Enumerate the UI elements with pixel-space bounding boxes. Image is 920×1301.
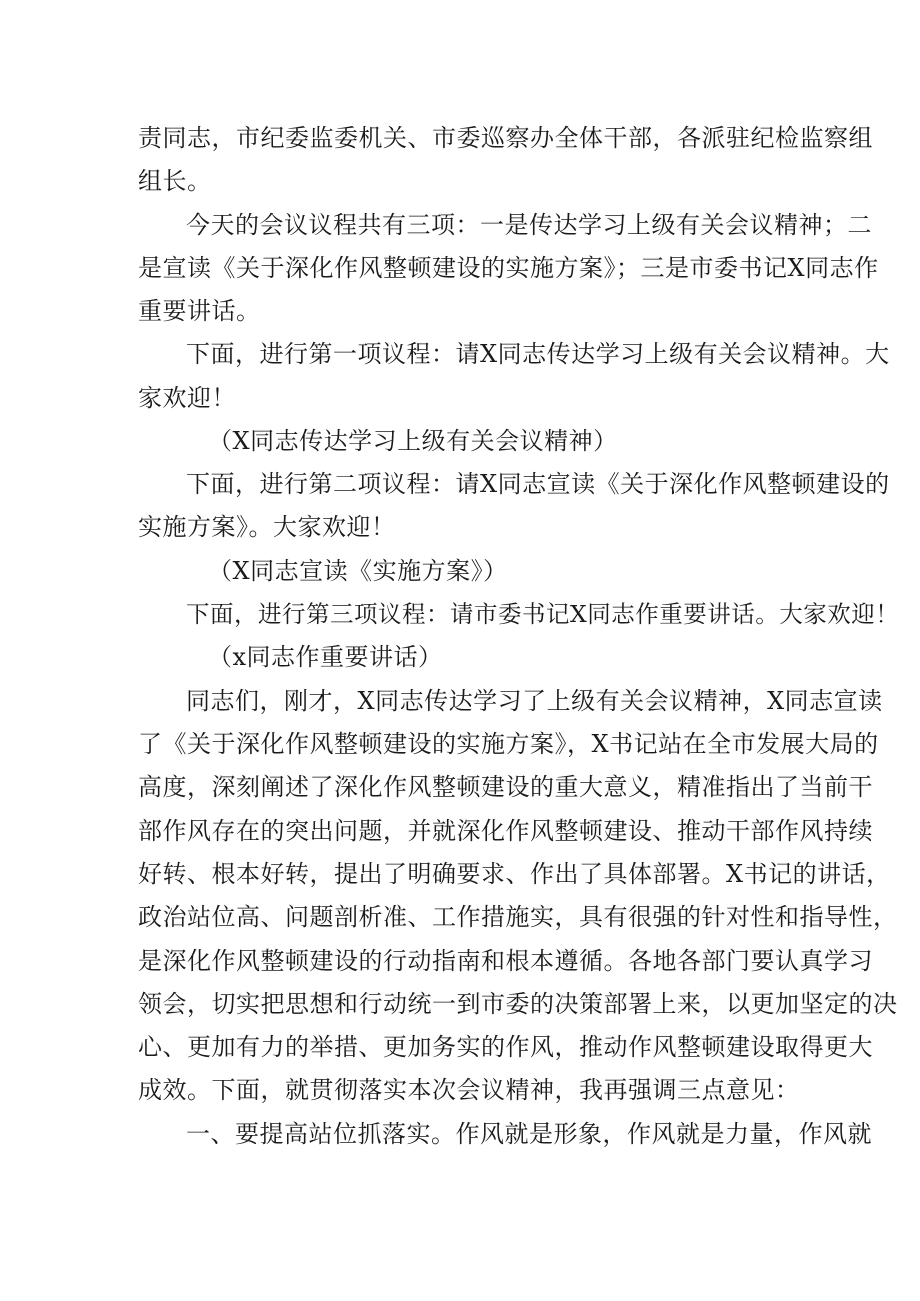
paragraph-agenda-item-2: 下面，进行第二项议程：请X同志宣读《关于深化作风整顿建设的 bbox=[186, 470, 890, 498]
stage-direction: （x同志作重要讲话） bbox=[208, 643, 443, 671]
text-line: 组长。 bbox=[138, 167, 212, 195]
text-line: 责同志，市纪委监委机关、市委巡察办全体干部，各派驻纪检监察组 bbox=[138, 124, 873, 152]
text-line: 是深化作风整顿建设的行动指南和根本遵循。各地各部门要认真学习 bbox=[138, 947, 873, 975]
text-line: 高度，深刻阐述了深化作风整顿建设的重大意义，精准指出了当前干 bbox=[138, 773, 873, 801]
text-line: 领会，切实把思想和行动统一到市委的决策部署上来，以更加坚定的决 bbox=[138, 990, 898, 1018]
text-line: 重要讲话。 bbox=[138, 297, 261, 325]
text-line: 好转、根本好转，提出了明确要求、作出了具体部署。X书记的讲话， bbox=[138, 860, 891, 888]
text-line: 是宣读《关于深化作风整顿建设的实施方案》；三是市委书记X同志作 bbox=[138, 254, 879, 282]
stage-direction: （X同志传达学习上级有关会议精神） bbox=[208, 427, 618, 455]
stage-direction: （X同志宣读《实施方案》） bbox=[208, 557, 508, 585]
paragraph-agenda-intro: 今天的会议议程共有三项：一是传达学习上级有关会议精神；二 bbox=[186, 211, 872, 239]
text-line: 心、更加有力的举措、更加务实的作风，推动作风整顿建设取得更大 bbox=[138, 1033, 873, 1061]
text-line: 政治站位高、问题剖析准、工作措施实，具有很强的针对性和指导性， bbox=[138, 903, 898, 931]
paragraph-agenda-item-1: 下面，进行第一项议程：请X同志传达学习上级有关会议精神。大 bbox=[186, 340, 890, 368]
text-line: 部作风存在的突出问题，并就深化作风整顿建设、推动干部作风持续 bbox=[138, 817, 873, 845]
text-line: 成效。下面，就贯彻落实本次会议精神，我再强调三点意见： bbox=[138, 1076, 800, 1104]
text-line: 实施方案》。大家欢迎！ bbox=[138, 513, 396, 541]
text-line: 了《关于深化作风整顿建设的实施方案》，X书记站在全市发展大局的 bbox=[138, 730, 879, 758]
paragraph-agenda-item-3: 下面，进行第三项议程：请市委书记X同志作重要讲话。大家欢迎！ bbox=[186, 600, 900, 628]
section-heading-1: 一、要提高站位抓落实。作风就是形象，作风就是力量，作风就 bbox=[186, 1120, 872, 1148]
paragraph-summary: 同志们，刚才，X同志传达学习了上级有关会议精神，X同志宣读 bbox=[186, 687, 883, 715]
text-line: 家欢迎！ bbox=[138, 384, 236, 412]
